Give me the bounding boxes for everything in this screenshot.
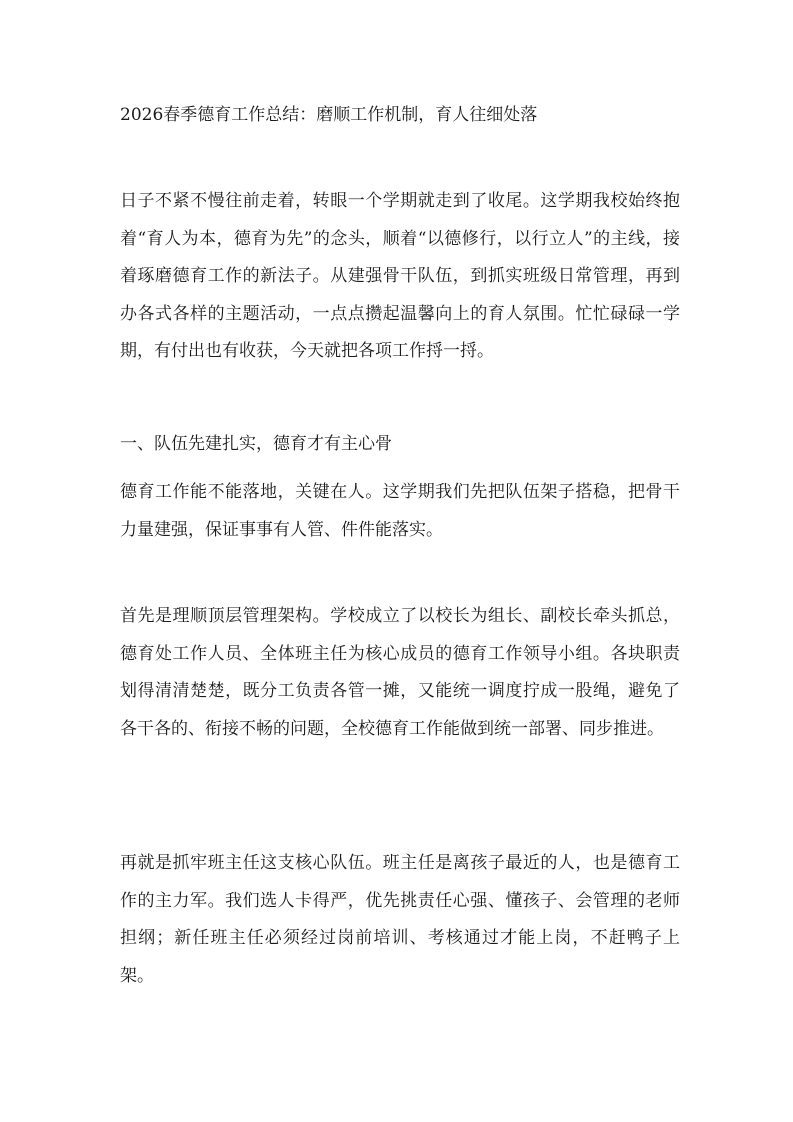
intro-paragraph: 日子不紧不慢往前走着，转眼一个学期就走到了收尾。这学期我校始终抱着“育人为本，德育为先”的念头，顺着“以德修行，以行立人”的主线，接着琢磨德育工作的新法子。从建强骨干队伍，到抓实班级日常管理，再到办各式各样的主题活动，一点点攒起温馨向上的育人氛围。忙忙碌碌一学期，有付出也有收获，今天就把各项工作捋一捋。 xyxy=(120,191,680,361)
section-heading-1: 一、队伍先建扎实，德育才有主心骨 xyxy=(120,434,392,454)
section-1-paragraph-2: 再就是抓牢班主任这支核心队伍。班主任是离孩子最近的人，也是德育工作的主力军。我们选人卡得严，优先挑责任心强、懂孩子、会管理的老师担纲；新任班主任必须经过岗前培训、考核通过才能上岗，不赶鸭子上架。 xyxy=(120,853,680,986)
section-1-paragraph-1: 首先是理顺顶层管理架构。学校成立了以校长为组长、副校长牵头抓总，德育处工作人员、全体班主任为核心成员的德育工作领导小组。各块职责划得清清楚楚，既分工负责各管一摊，又能统一调度拧成一股绳，避免了各干各的、衔接不畅的问题，全校德育工作能做到统一部署、同步推进。 xyxy=(120,606,680,739)
section-1-lead-paragraph: 德育工作能不能落地，关键在人。这学期我们先把队伍架子搭稳，把骨干力量建强，保证事事有人管、件件能落实。 xyxy=(120,482,680,540)
document-title: 2026春季德育工作总结：磨顺工作机制，育人往细处落 xyxy=(120,105,538,125)
